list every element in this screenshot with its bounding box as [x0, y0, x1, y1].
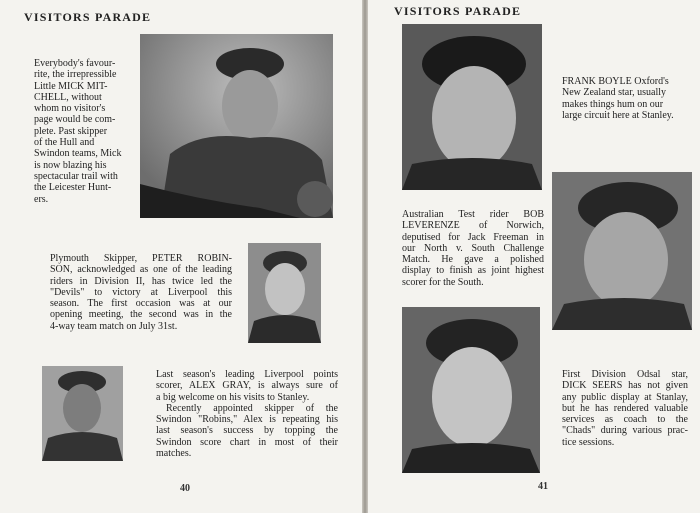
- photo-alex-gray: [42, 366, 123, 461]
- photo-peter-robinson: [248, 243, 321, 343]
- photo-bob-leverenze: [552, 172, 692, 330]
- dick-seers-caption: First Division Odsal star, DICK SEERS has not given any public display at Stanlay, but he has rendered valuable services as coach to the "Chads" during various prac- tice sessions.: [562, 369, 688, 448]
- peter-robinson-caption: Plymouth Skipper, PETER ROBIN- SON, acknowledged as one of the leading riders in Division II, has twice led the "Devils" to victory at Liverpool this season. The first occasion was at our opening meeting, the second was in the 4-way team match on July 31st.: [50, 253, 232, 332]
- page-number: 41: [538, 481, 548, 492]
- page-number: 40: [180, 483, 190, 494]
- bob-leverenze-caption: Australian Test rider BOB LEVERENZE of Norwich, deputised for Jack Freeman in our North v. South Challenge Match. He gave a polished display to finish as joint highest scorer for the South.: [402, 209, 544, 288]
- photo-dick-seers: [402, 307, 540, 473]
- alex-gray-caption: Last season's leading Liverpool points scorer, ALEX GRAY, is always sure of a big welcome on his visits to Stanley. Recently appointed skipper of the Swindon "Robins," Alex is repeating his last season's success by topping the Swindon score chart in most of their matches.: [156, 369, 338, 460]
- mick-mitchell-caption: Everybody's favour- rite, the irrepressible Little MICK MIT- CHELL, without whom no visitor's page would be com- plete. Past skipper of the Hull and Swindon teams, Mick is now blazing his spectacular trail with the Leicester Hunt- ers.: [34, 58, 122, 205]
- photo-mick-mitchell: [140, 34, 333, 218]
- page-header: VISITORS PARADE: [394, 4, 522, 18]
- right-page: [368, 0, 700, 513]
- photo-frank-boyle: [402, 24, 542, 190]
- page-header: VISITORS PARADE: [24, 10, 152, 24]
- frank-boyle-caption: FRANK BOYLE Oxford's New Zealand star, usually makes things hum on our large circuit here at Stanley.: [562, 76, 674, 121]
